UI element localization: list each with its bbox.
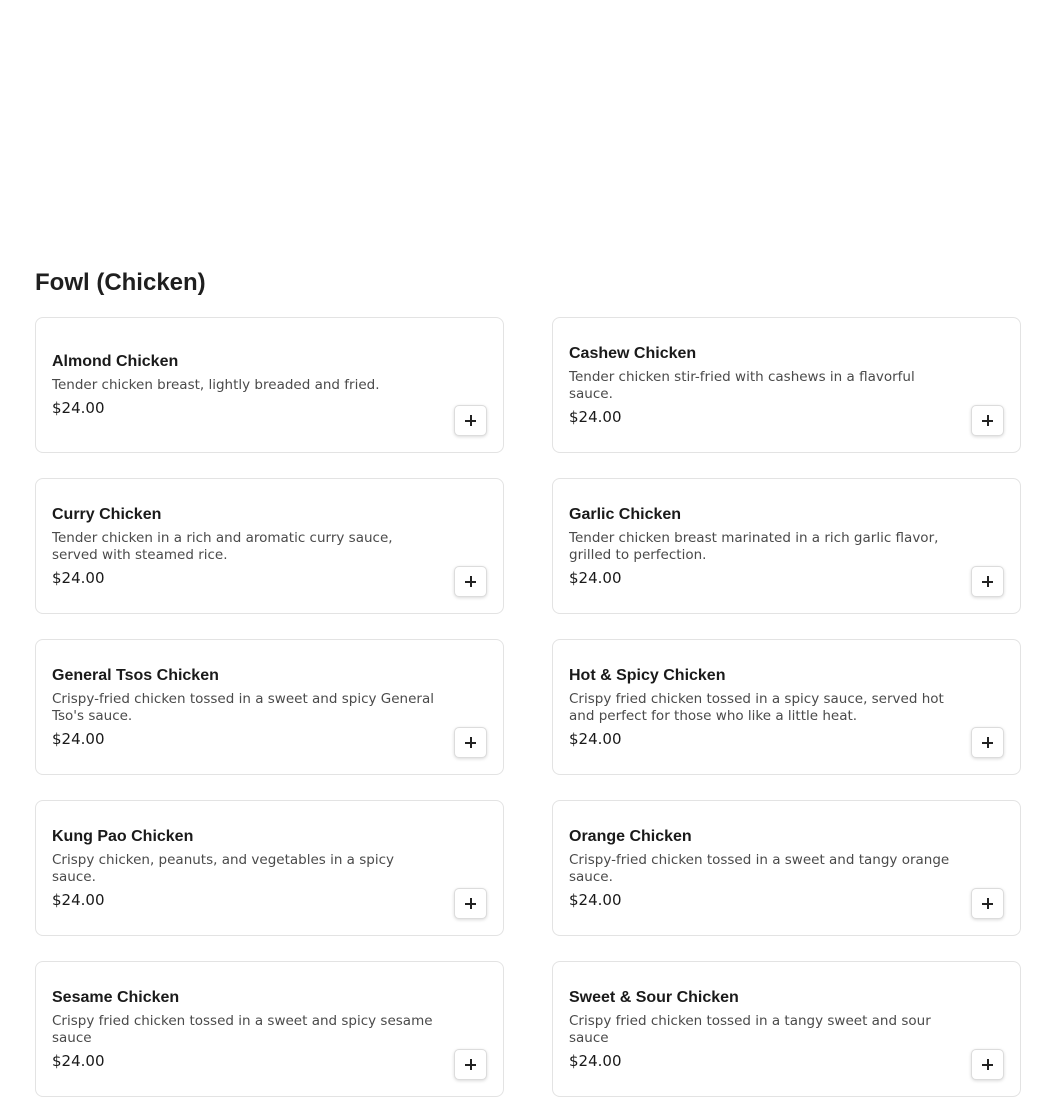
menu-item-name: Sweet & Sour Chicken — [569, 988, 739, 1006]
menu-item-details — [569, 640, 956, 774]
menu-item-price: $24.00 — [52, 1051, 105, 1070]
menu-item-card[interactable] — [35, 478, 504, 614]
menu-item-details — [569, 479, 956, 613]
plus-icon — [465, 576, 476, 587]
menu-item-price: $24.00 — [569, 890, 622, 909]
menu-item-details — [52, 640, 439, 774]
menu-item-description: Crispy fried chicken tossed in a tangy sweet and sour sauce — [569, 1012, 931, 1046]
plus-icon — [982, 576, 993, 587]
menu-item-card[interactable] — [35, 639, 504, 775]
plus-icon — [982, 1059, 993, 1070]
menu-item-name: Sesame Chicken — [52, 988, 180, 1006]
menu-item-card[interactable] — [35, 800, 504, 936]
menu-item-card[interactable] — [552, 317, 1021, 453]
plus-icon — [465, 898, 476, 909]
menu-item-card[interactable] — [552, 961, 1021, 1097]
menu-item-name: Orange Chicken — [569, 827, 692, 845]
menu-item-description: Crispy fried chicken tossed in a sweet and spicy sesame sauce — [52, 1012, 433, 1046]
menu-item-name: General Tsos Chicken — [52, 666, 219, 684]
menu-item-details — [569, 318, 956, 452]
menu-item-price: $24.00 — [569, 568, 622, 587]
add-to-cart-button[interactable] — [971, 888, 1004, 919]
add-to-cart-button[interactable] — [971, 727, 1004, 758]
menu-item-name: Almond Chicken — [52, 353, 179, 370]
add-to-cart-button[interactable] — [971, 1049, 1004, 1080]
menu-item-description: Tender chicken breast, lightly breaded and fried. — [52, 377, 380, 393]
menu-item-name: Curry Chicken — [52, 505, 162, 523]
add-to-cart-button[interactable] — [454, 566, 487, 597]
plus-icon — [982, 737, 993, 748]
menu-item-description: Tender chicken in a rich and aromatic curry sauce, served with steamed rice. — [52, 529, 393, 563]
menu-item-details — [52, 479, 439, 613]
menu-item-card[interactable] — [552, 639, 1021, 775]
menu-item-name: Hot & Spicy Chicken — [569, 666, 726, 684]
menu-item-card[interactable] — [552, 800, 1021, 936]
menu-item-description: Crispy chicken, peanuts, and vegetables in a spicy sauce. — [52, 851, 395, 885]
plus-icon — [465, 415, 476, 426]
menu-item-price: $24.00 — [52, 890, 105, 909]
plus-icon — [465, 1059, 476, 1070]
menu-item-details — [569, 801, 956, 935]
menu-item-description: Crispy fried chicken tossed in a spicy sauce, served hot and perfect for those who like a little heat. — [569, 690, 944, 724]
plus-icon — [465, 737, 476, 748]
menu-item-price: $24.00 — [52, 568, 105, 587]
menu-item-description: Tender chicken stir-fried with cashews in a flavorful sauce. — [569, 368, 915, 402]
menu-item-price: $24.00 — [569, 1051, 622, 1070]
add-to-cart-button[interactable] — [454, 405, 487, 436]
menu-item-details — [569, 962, 956, 1096]
menu-item-price: $24.00 — [569, 729, 622, 748]
menu-item-name: Cashew Chicken — [569, 344, 697, 362]
add-to-cart-button[interactable] — [454, 888, 487, 919]
menu-item-details — [52, 801, 439, 935]
add-to-cart-button[interactable] — [454, 727, 487, 758]
menu-item-card[interactable] — [35, 961, 504, 1097]
menu-item-description: Tender chicken breast marinated in a rich garlic flavor, grilled to perfection. — [569, 529, 939, 563]
menu-item-details — [52, 962, 439, 1096]
menu-item-description: Crispy-fried chicken tossed in a sweet and spicy General Tso's sauce. — [52, 690, 434, 724]
menu-item-name: Garlic Chicken — [569, 505, 682, 523]
menu-item-card[interactable] — [35, 317, 504, 453]
menu-item-price: $24.00 — [52, 399, 105, 417]
add-to-cart-button[interactable] — [971, 566, 1004, 597]
menu-item-details — [52, 318, 439, 452]
menu-item-price: $24.00 — [569, 407, 622, 426]
menu-item-price: $24.00 — [52, 729, 105, 748]
section-title: Fowl (Chicken) — [35, 269, 206, 296]
plus-icon — [982, 415, 993, 426]
menu-item-card[interactable] — [552, 478, 1021, 614]
menu-item-name: Kung Pao Chicken — [52, 827, 194, 845]
add-to-cart-button[interactable] — [971, 405, 1004, 436]
add-to-cart-button[interactable] — [454, 1049, 487, 1080]
menu-item-description: Crispy-fried chicken tossed in a sweet and tangy orange sauce. — [569, 851, 950, 885]
plus-icon — [982, 898, 993, 909]
